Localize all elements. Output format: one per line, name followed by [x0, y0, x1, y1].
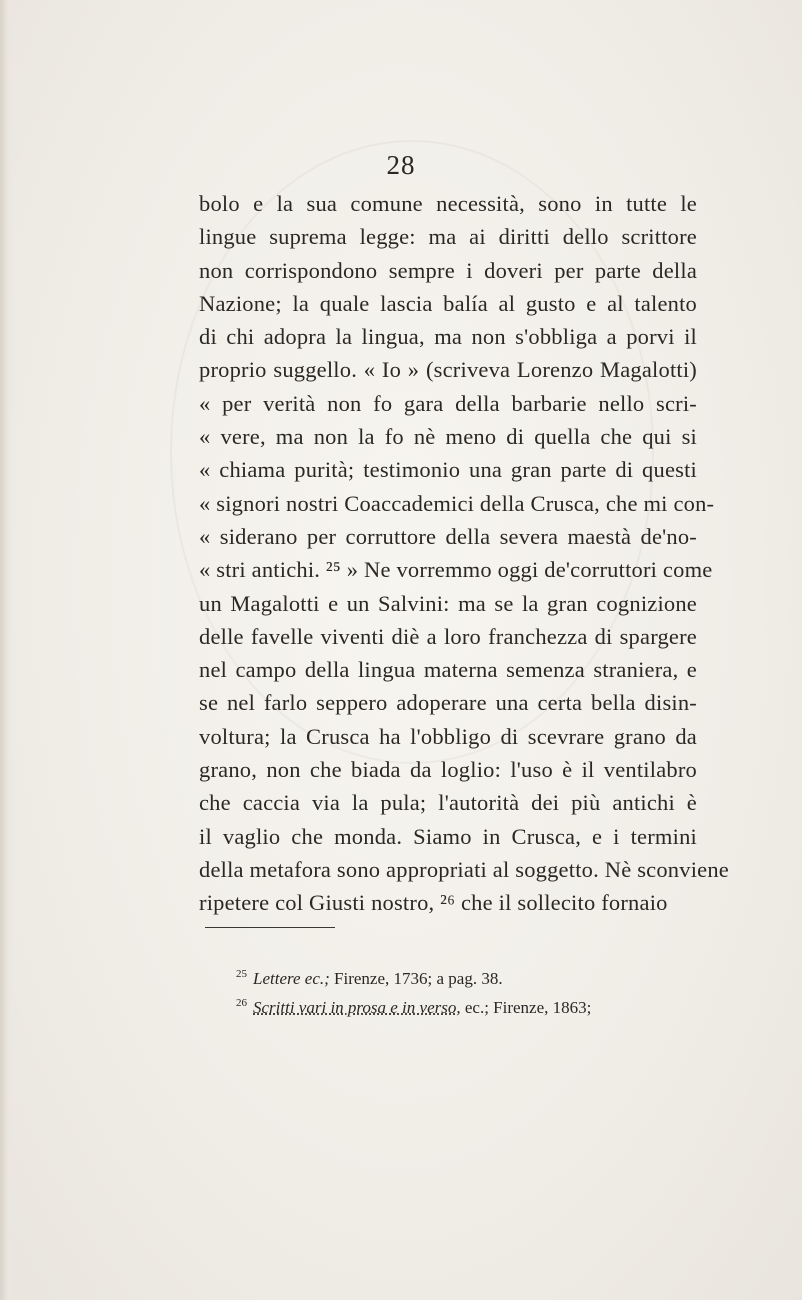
page-number: 28 [386, 150, 416, 180]
text-line: non corrispondono sempre i doveri per parte della [199, 257, 697, 283]
footnote-26 [236, 989, 706, 1018]
text-line: di chi adopra la lingua, ma non s'obbliga a porvi il [199, 324, 697, 350]
text-line: Nazione; la quale lascia balía al gusto e al talento [199, 290, 697, 316]
text-line: grano, non che biada da loglio: l'uso è il ventilabro [199, 757, 697, 783]
text-line: voltura; la Crusca ha l'obbligo di scevrare grano da [199, 723, 697, 749]
text-line: « siderano per corruttore della severa maestà de'no- [199, 523, 697, 549]
text-line: ripetere col Giusti nostro, ²⁶ che il sollecito fornaio [199, 890, 668, 916]
text-line: « signori nostri Coaccademici della Crusca, che mi con- [199, 490, 715, 516]
text-line: che caccia via la pula; l'autorità dei più antichi è [199, 790, 697, 816]
footnote-text: ec.; Firenze, 1863; [460, 998, 592, 1017]
text-line: « chiama purità; testimonio una gran parte di questi [199, 457, 697, 483]
text-line: « stri antichi. ²⁵ » Ne vorremmo oggi de'corruttori come [199, 557, 713, 583]
footnote-title: Scritti vari in prosa e in verso, [253, 998, 461, 1017]
text-line: il vaglio che monda. Siamo in Crusca, e i termini [199, 823, 697, 849]
text-line: proprio suggello. « Io » (scriveva Lorenzo Magalotti) [199, 357, 697, 383]
text-line: « vere, ma non la fo nè meno di quella che qui si [199, 424, 697, 450]
text-line: della metafora sono appropriati al soggetto. Nè sconviene [199, 856, 729, 882]
text-line: nel campo della lingua materna semenza straniera, e [199, 657, 697, 683]
text-line: lingue suprema legge: ma ai diritti dello scrittore [199, 224, 697, 250]
text-line: « per verità non fo gara della barbarie nello scri- [199, 390, 697, 416]
footnote-25 [236, 960, 706, 989]
text-line: un Magalotti e un Salvini: ma se la gran cognizione [199, 590, 697, 616]
page-edge-shadow [0, 0, 14, 1300]
footnote-mark: 25 [236, 968, 247, 980]
footnotes [236, 960, 706, 1018]
footnote-mark: 26 [236, 997, 247, 1009]
footnote-title: Lettere ec.; [253, 969, 330, 988]
footnote-text: Firenze, 1736; a pag. 38. [329, 969, 503, 988]
text-line: se nel farlo seppero adoperare una certa bella disin- [199, 690, 697, 716]
footnote-divider [205, 927, 335, 928]
body-text [199, 187, 729, 920]
text-line: delle favelle viventi diè a loro franchezza di spargere [199, 623, 697, 649]
text-line: bolo e la sua comune necessità, sono in tutte le [199, 191, 697, 216]
